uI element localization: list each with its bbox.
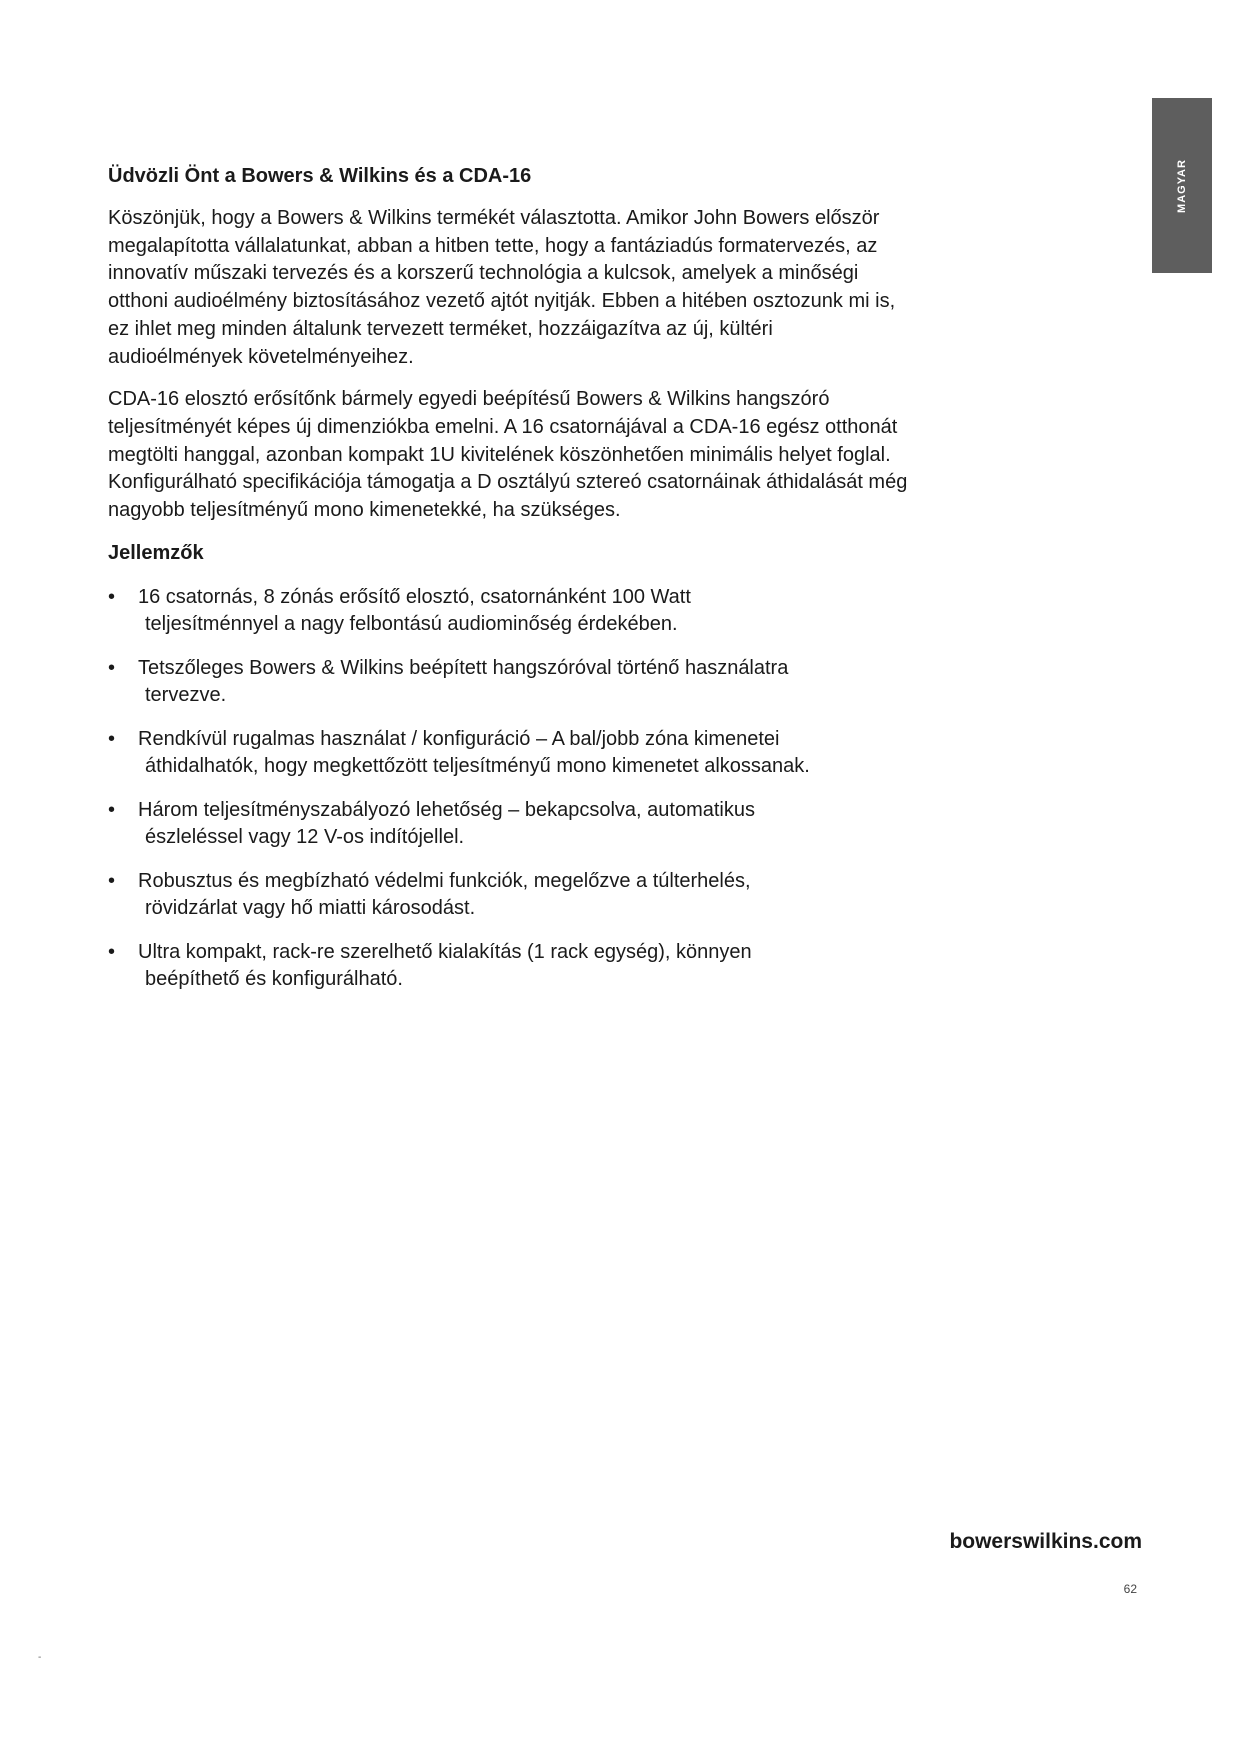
bullet-icon: • xyxy=(108,869,116,892)
feature-item: • Robusztus és megbízható védelmi funkciók, megelőzve a túlterhelés, rövidzárlat vagy hő miatti károsodást. xyxy=(108,869,751,920)
page-title: Üdvözli Önt a Bowers & Wilkins és a CDA-16 xyxy=(108,165,532,187)
features-heading: Jellemzők xyxy=(108,541,204,564)
intro-paragraph: Köszönjük, hogy a Bowers & Wilkins termékét választotta. Amikor John Bowers először megalapította vállalatunkat, abban a hitben tette, hogy a fantáziadús formatervezés, az innovatív műszaki tervezés és a korszerű technológia a kulcsok, amelyek a minőségi otthoni audioélmény biztosításához vezető ajtót nyitják. Ebben a hitében osztozunk mi is, ez ihlet meg minden általunk tervezett terméket, hozzáigazítva az új, kültéri audioélmények követelményeihez. xyxy=(108,207,896,368)
feature-item: • 16 csatornás, 8 zónás erősítő elosztó, csatornánként 100 Watt teljesítménnyel a nagy felbontású audiominőség érdekében. xyxy=(108,585,691,636)
feature-item: • Tetszőleges Bowers & Wilkins beépített hangszóróval történő használatra tervezve. xyxy=(108,656,789,707)
page-mark: - xyxy=(38,1652,42,1663)
bullet-icon: • xyxy=(108,585,116,608)
feature-item: • Ultra kompakt, rack-re szerelhető kialakítás (1 rack egység), könnyen beépíthető és konfigurálható. xyxy=(108,940,752,991)
bullet-icon: • xyxy=(108,940,116,963)
feature-item: • Rendkívül rugalmas használat / konfiguráció – A bal/jobb zóna kimenetei áthidalhatók, hogy megkettőzött teljesítményű mono kimenetet alkossanak. xyxy=(108,727,810,778)
product-paragraph: CDA-16 elosztó erősítőnk bármely egyedi beépítésű Bowers & Wilkins hangszóró teljesítményét képes új dimenziókba emelni. A 16 csatornájával a CDA-16 egész otthonát megtölti hanggal, azonban kompakt 1U kivitelének köszönhetően minimális helyet foglal. Konfigurálható specifikációja támogatja a D osztályú sztereó csatornáinak áthidalását még nagyobb teljesítményű mono kimenetekké, ha szükséges. xyxy=(108,388,908,522)
bullet-icon: • xyxy=(108,727,116,750)
main-content xyxy=(108,163,908,1010)
bullet-icon: • xyxy=(108,656,116,679)
language-tab-label: MAGYAR xyxy=(1176,158,1188,213)
feature-item: • Három teljesítményszabályozó lehetőség – bekapcsolva, automatikus észleléssel vagy 12 V-os indítójellel. xyxy=(108,798,755,849)
page-number: 62 xyxy=(1123,1582,1137,1596)
language-tab xyxy=(1152,98,1212,273)
website-url: bowerswilkins.com xyxy=(949,1530,1142,1553)
features-list xyxy=(108,584,908,994)
bullet-icon: • xyxy=(108,798,116,821)
